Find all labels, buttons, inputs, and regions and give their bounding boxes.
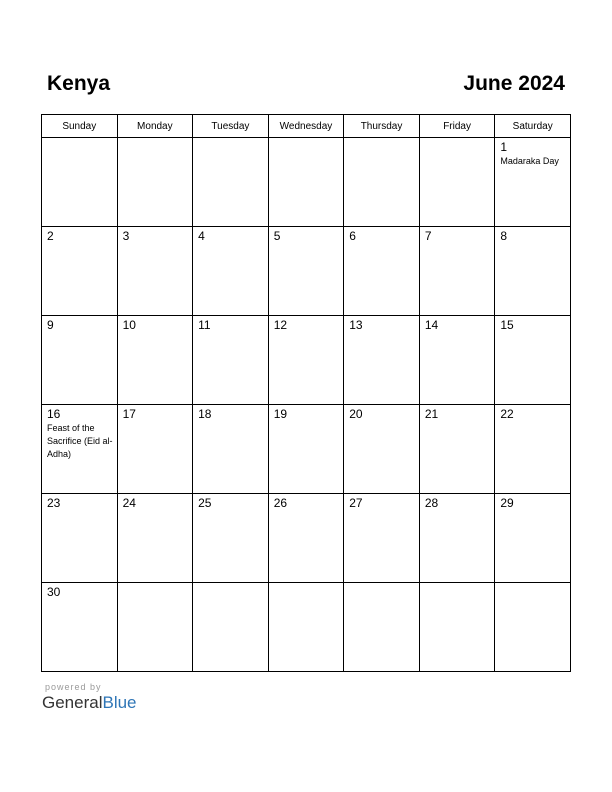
holiday-label [42,243,117,244]
holiday-label [193,510,268,511]
weekday-sunday: Sunday [42,115,118,138]
holiday-label [193,332,268,333]
day-number: 24 [122,496,136,510]
week-row [42,227,571,316]
day-cell [42,405,118,494]
day-number: 18 [198,407,212,421]
day-cell [419,138,495,227]
day-number: 8 [500,229,508,243]
day-cell [193,227,269,316]
holiday-label [118,141,193,142]
holiday-label [118,510,193,511]
day-cell [117,316,193,405]
day-cell [344,405,420,494]
month-title: June 2024 [463,72,565,95]
day-number: 1 [500,140,508,154]
holiday-label: Madaraka Day [500,156,559,166]
holiday-label [269,141,344,142]
day-number: 23 [47,496,61,510]
day-number: 9 [47,318,54,332]
day-number: 13 [349,318,363,332]
week-row [42,138,571,227]
day-cell [495,316,571,405]
generalblue-logo[interactable] [42,693,137,713]
day-number: 12 [273,318,288,332]
day-cell [495,138,571,227]
day-cell [419,316,495,405]
day-cell [42,227,118,316]
holiday-label [420,243,495,244]
holiday-label [269,332,344,333]
day-cell [344,138,420,227]
holiday-label [269,421,344,422]
weekday-saturday: Saturday [495,115,571,138]
holiday-label: Feast of the Sacrifice (Eid al-Adha) [47,423,113,459]
day-number: 26 [273,496,288,510]
day-number: 5 [273,229,281,243]
weekday-tuesday: Tuesday [193,115,269,138]
day-number: 14 [424,318,439,332]
holiday-label [42,510,117,511]
day-number: 25 [198,496,212,510]
holiday-label [118,332,193,333]
day-cell [268,405,344,494]
day-cell [42,494,118,583]
weekday-wednesday: Wednesday [268,115,344,138]
day-number: 21 [424,407,439,421]
day-cell [268,494,344,583]
day-cell [117,227,193,316]
brand-blue-text: Blue [102,693,137,712]
holiday-label [344,586,419,587]
week-row [42,405,571,494]
day-cell [117,494,193,583]
week-row [42,583,571,672]
day-cell [419,583,495,672]
day-cell [268,316,344,405]
day-number: 29 [500,496,514,510]
day-number: 11 [198,318,211,332]
day-cell [344,583,420,672]
week-row [42,494,571,583]
holiday-label [118,243,193,244]
holiday-label [495,510,570,511]
day-cell [419,227,495,316]
day-number: 4 [198,229,205,243]
day-cell [42,316,118,405]
holiday-label [269,243,344,244]
powered-by-label: powered by [45,682,102,692]
day-cell [193,583,269,672]
day-cell [419,405,495,494]
day-cell [495,227,571,316]
day-number: 15 [500,318,514,332]
holiday-label [495,243,570,244]
holiday-label [344,510,419,511]
day-number: 7 [424,229,432,243]
holiday-label [420,141,495,142]
holiday-label [420,510,495,511]
day-cell [268,138,344,227]
day-cell [495,494,571,583]
day-cell [117,405,193,494]
holiday-label [193,421,268,422]
day-cell [193,405,269,494]
day-cell [344,227,420,316]
holiday-label [42,599,117,600]
holiday-label [193,141,268,142]
day-cell [344,494,420,583]
day-number: 22 [500,407,514,421]
holiday-label [344,332,419,333]
weekday-friday: Friday [419,115,495,138]
day-number: 19 [273,407,288,421]
day-number: 3 [122,229,130,243]
holiday-label [193,243,268,244]
day-cell [419,494,495,583]
holiday-label [118,586,193,587]
day-cell [193,138,269,227]
day-number: 27 [349,496,363,510]
holiday-label [193,586,268,587]
brand-general-text: General [42,693,103,712]
holiday-label [344,421,419,422]
day-cell [268,583,344,672]
day-cell [495,405,571,494]
holiday-label [420,332,495,333]
day-cell [193,494,269,583]
holiday-label [344,141,419,142]
holiday-label [42,332,117,333]
day-cell [42,138,118,227]
holiday-label [118,421,193,422]
day-cell [344,316,420,405]
day-cell [42,583,118,672]
day-number: 10 [122,318,136,332]
day-number: 6 [349,229,356,243]
holiday-label [495,332,570,333]
day-cell [268,227,344,316]
day-number: 30 [47,585,61,599]
weekday-monday: Monday [117,115,193,138]
holiday-label [344,243,419,244]
day-number: 16 [47,407,61,421]
day-number: 20 [349,407,363,421]
country-title: Kenya [47,72,111,95]
day-cell [117,583,193,672]
holiday-label [420,421,495,422]
holiday-label [269,586,344,587]
holiday-label [495,421,570,422]
day-number: 17 [122,407,136,421]
day-number: 2 [47,229,54,243]
day-cell [117,138,193,227]
day-cell [193,316,269,405]
calendar-grid [41,114,571,672]
day-number: 28 [424,496,439,510]
holiday-label [420,586,495,587]
day-cell [495,583,571,672]
holiday-label [42,141,117,142]
holiday-label [495,586,570,587]
weekday-thursday: Thursday [344,115,420,138]
holiday-label [269,510,344,511]
weekday-header-row [42,115,571,138]
week-row [42,316,571,405]
